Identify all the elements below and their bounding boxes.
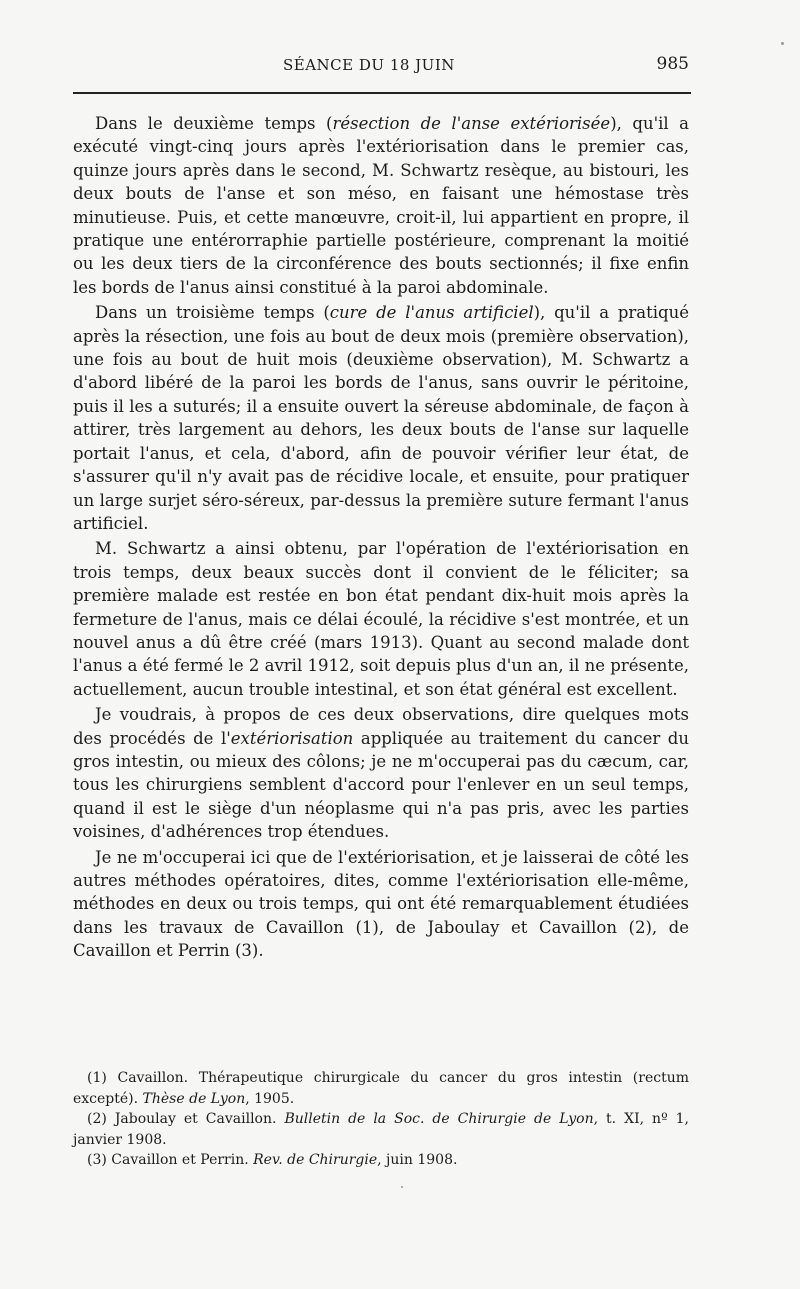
footnote-italic: Bulletin de la Soc. de Chirurgie de Lyon bbox=[284, 1111, 594, 1127]
footnotes bbox=[73, 1068, 689, 1171]
page-number: 985 bbox=[656, 54, 689, 74]
page-header bbox=[73, 52, 689, 80]
footnote bbox=[73, 1150, 689, 1171]
footnote-text: , juin 1908. bbox=[377, 1152, 458, 1168]
paragraph bbox=[73, 112, 689, 299]
paper-speck bbox=[401, 1186, 403, 1188]
paragraph-text: M. Schwartz a ainsi obtenu, par l'opération de l'extériorisation en trois temps, deux beaux succès dont il convient de le féliciter; sa première malade est restée en bon état pendant dix-huit mois après la fermeture de l'anus, mais ce délai écoulé, la récidive s'est montrée, et un nouvel anus a dû être créé (mars 1913). Quant au second malade dont l'anus a été fermé le 2 avril 1912, soit depuis plus d'un an, il ne présente, actuellement, aucun trouble intestinal, et son état général est excellent. bbox=[73, 539, 689, 699]
footnote-text: (2) Jaboulay et Cavaillon. bbox=[87, 1111, 285, 1127]
paragraph bbox=[73, 301, 689, 535]
footnote-italic: Rev. de Chirurgie bbox=[253, 1152, 378, 1168]
paragraph-text: ), qu'il a pratiqué après la résection, une fois au bout de deux mois (première observation), une fois au bout de huit mois (deuxième observation), M. Schwartz a d'abord libéré de la paroi les bords de l'anus, sans ouvrir le péritoine, puis il les a suturés; il a ensuite ouvert la séreuse abdominale, de façon à attirer, très largement au dehors, les deux bouts de l'anse sur laquelle portait l'anus, et cela, d'abord, afin de pouvoir vérifier leur état, de s'assurer qu'il n'y avait pas de récidive locale, et ensuite, pour pratiquer un large surjet séro-séreux, par-dessus la première suture fermant l'anus artificiel. bbox=[73, 303, 689, 533]
paragraph-text: appliquée au traitement du cancer du gros intestin, ou mieux des côlons; je ne m'occuperai pas du cæcum, car, tous les chirurgiens semblent d'accord pour l'enlever en un seul temps, quand il est le siège d'un néoplasme qui n'a pas pris, avec les parties voisines, d'adhérences trop étendues. bbox=[73, 728, 689, 842]
footnote bbox=[73, 1109, 689, 1150]
footnote-text: (1) Cavaillon. Thérapeutique chirurgicale du cancer du gros intestin (rectum excepté). bbox=[73, 1070, 689, 1107]
footnote-text: , t. XI, nº 1, janvier 1908. bbox=[73, 1111, 689, 1148]
paragraph-text: Dans un troisième temps ( bbox=[95, 303, 330, 323]
paper-speck bbox=[781, 42, 784, 45]
body-text bbox=[73, 112, 689, 965]
paragraph bbox=[73, 846, 689, 963]
paragraph-text: Je ne m'occuperai ici que de l'extériorisation, et je laisserai de côté les autres méthodes opératoires, dites, comme l'extériorisation elle-même, méthodes en deux ou trois temps, qui ont été remarquablement étudiées dans les travaux de Cavaillon (1), de Jaboulay et Cavaillon (2), de Cavaillon et Perrin (3). bbox=[73, 847, 689, 961]
footnote-text: (3) Cavaillon et Perrin. bbox=[87, 1152, 254, 1168]
footnote bbox=[73, 1068, 689, 1109]
paragraph-italic: extériorisation bbox=[230, 728, 354, 748]
paragraph-text: Dans le deuxième temps ( bbox=[95, 114, 333, 133]
paragraph bbox=[73, 537, 689, 701]
footnote-text: , 1905. bbox=[245, 1090, 295, 1107]
paragraph bbox=[73, 703, 689, 843]
paragraph-text: Je voudrais, à propos de ces deux observations, dire quelques mots des procédés de l' bbox=[73, 705, 689, 748]
paragraph-text: ), qu'il a exécuté vingt-cinq jours après l'extériorisation dans le premier cas, quinze jours après dans le second, M. Schwartz resèque, au bistouri, les deux bouts de l'anse et son méso, en faisant une hémostase très minutieuse. Puis, et cette manœuvre, croit-il, lui appartient en propre, il pratique une entérorraphie partielle postérieure, comprenant la moitié ou les deux tiers de la circonférence des bouts sectionnés; il fixe enfin les bords de l'anus ainsi constitué à la paroi abdominale. bbox=[73, 114, 690, 297]
paragraph-italic: cure de l'anus artificiel bbox=[329, 303, 534, 323]
paragraph-italic: résection de l'anse extériorisée bbox=[332, 114, 611, 133]
footnote-italic: Thèse de Lyon bbox=[142, 1090, 246, 1107]
header-rule bbox=[73, 92, 691, 94]
running-head: SÉANCE DU 18 JUIN bbox=[283, 56, 455, 74]
